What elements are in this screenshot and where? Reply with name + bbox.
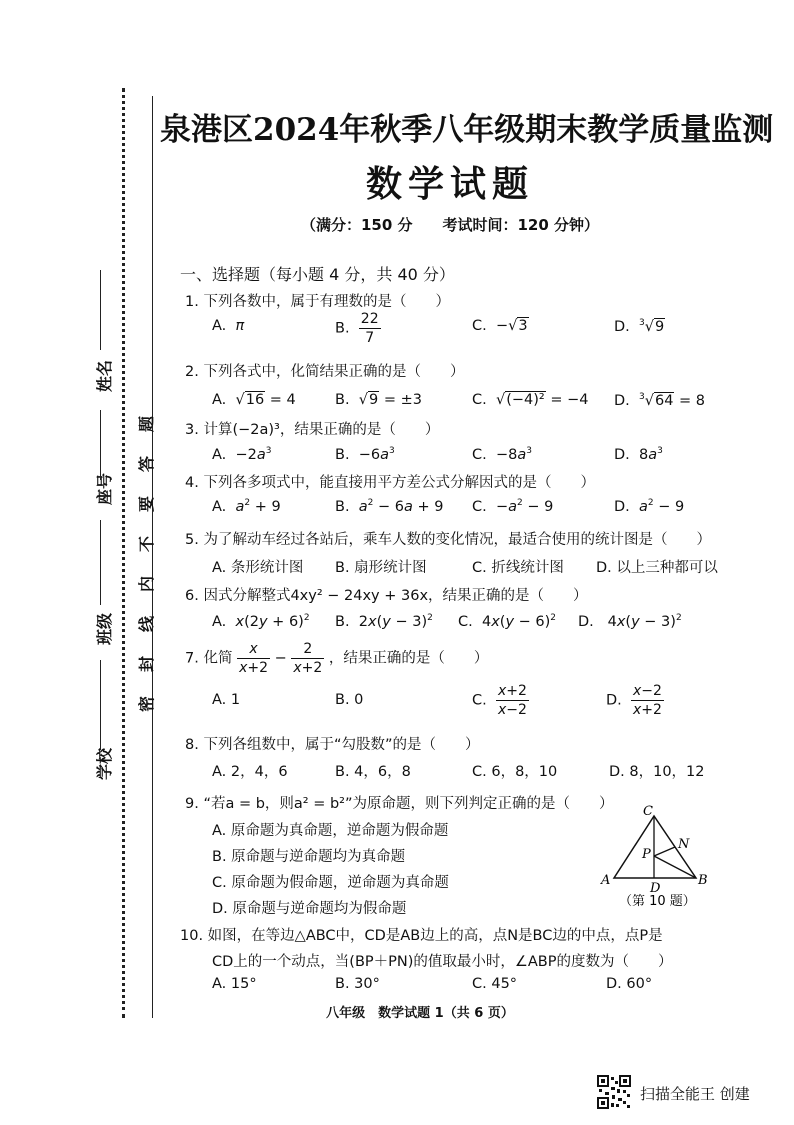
label-b: B [698,873,708,888]
q6-option-b[interactable]: B. $2x(y - 3)^2$ [335,613,433,630]
label-a: A [601,873,611,888]
q2-option-c[interactable]: C. √(−4)² = −4 [472,392,589,408]
q3-option-b[interactable]: B. $-6a^3$ [335,446,395,463]
q6-option-d[interactable]: D. $4x(y - 3)^2$ [578,613,682,630]
section-title: 一、选择题（每小题 4 分，共 40 分） [180,265,455,284]
name-blank[interactable] [100,270,101,350]
label-c: C [643,804,653,819]
q5-stem: 5. 为了解动车经过各站后，乘车人数的变化情况，最适合使用的统计图是（ ） [185,532,711,548]
q6-stem: 6. 因式分解整式4xy² − 24xy + 36x，结果正确的是（ ） [185,588,588,604]
q1-option-d[interactable]: D. $^3$√9 [614,318,665,335]
q10-option-a[interactable]: A. 15° [212,976,257,992]
q9-option-b[interactable]: B. 原命题与逆命题均为真命题 [212,849,406,865]
q4-stem: 4. 下列各多项式中，能直接用平方差公式分解因式的是（ ） [185,475,595,491]
q2-option-b[interactable]: B. √9 = ±3 [335,392,422,408]
q9-option-c[interactable]: C. 原命题为假命题，逆命题为真命题 [212,875,449,891]
q7-stem-prefix: 7. 化简 [185,650,233,667]
q9-option-a[interactable]: A. 原命题为真命题，逆命题为假命题 [212,823,449,839]
label-d: D [650,881,661,896]
q10-line2: CD上的一个动点，当(BP＋PN)的值取最小时，∠ABP的度数为（ ） [212,954,673,970]
segment-pn [654,847,675,856]
q3-option-a[interactable]: A. $-2a^3$ [212,446,272,463]
q4-option-b[interactable]: B. $a^2 - 6a + 9$ [335,498,444,515]
label-n: N [678,837,690,852]
seal-notice: 密 封 线 内 不 要 答 题 [137,411,156,712]
q9-option-d[interactable]: D. 原命题与逆命题均为假命题 [212,901,407,917]
class-blank[interactable] [100,520,101,605]
triangle-figure [595,800,715,910]
q4-option-d[interactable]: D. $a^2 - 9$ [614,498,685,515]
q8-option-d[interactable]: D. 8，10，12 [609,764,705,780]
q8-stem: 8. 下列各组数中，属于“勾股数”的是（ ） [185,737,480,753]
school-blank[interactable] [100,660,101,750]
q1-option-c[interactable]: C. −√3 [472,318,528,334]
q6-option-a[interactable]: A. $x(2y + 6)^2$ [212,613,310,630]
exam-subtitle: 数学试题 [365,164,534,205]
q7-stem: 7. 化简 $\frac{x}{x+2}$ − $\frac{2}{x+2}$ ，结果正确的是（ ） [185,641,489,676]
q5-option-b[interactable]: B. 扇形统计图 [335,560,427,576]
q7-option-b[interactable]: B. 0 [335,692,364,708]
q9-stem: 9. “若a = b，则a² = b²”为原命题，则下列判定正确的是（ ） [185,796,614,812]
q1-option-a[interactable]: A. π [212,318,245,334]
q10-option-d[interactable]: D. 60° [606,976,653,992]
binding-dotted-line [122,88,125,1018]
q3-option-c[interactable]: C. $-8a^3$ [472,446,532,463]
scanner-brand: 扫描全能王 创建 [640,1085,750,1103]
q7-stem-suffix: ，结果正确的是（ ） [328,650,489,667]
q7-option-d[interactable]: D. $\frac{x-2}{x+2}$ [606,683,662,718]
page-footer: 八年级 数学试题 1（共 6 页） [326,1006,514,1021]
q3-stem: 3. 计算(−2a)³，结果正确的是（ ） [185,422,440,438]
q7-option-a[interactable]: A. 1 [212,692,241,708]
q1-option-b[interactable]: B. $\frac{22}{7}$ [335,311,379,346]
name-label: 姓名 [95,359,114,392]
school-label: 学校 [95,747,114,780]
q5-option-d[interactable]: D. 以上三种都可以 [596,560,718,576]
q8-option-b[interactable]: B. 4，6，8 [335,764,411,780]
q1-stem: 1. 下列各数中，属于有理数的是（ ） [185,294,450,310]
segment-bp [654,856,696,878]
qr-code-icon [597,1075,631,1109]
q10-line1: 10. 如图，在等边△ABC中，CD是AB边上的高，点N是BC边的中点，点P是 [180,928,663,944]
exam-title: 泉港区2024年秋季八年级期末教学质量监测 [160,112,774,148]
q2-stem: 2. 下列各式中，化简结果正确的是（ ） [185,364,465,380]
class-label: 班级 [95,612,114,645]
exam-info: （满分：150 分 考试时间：120 分钟） [300,216,600,234]
q8-option-a[interactable]: A. 2，4，6 [212,764,288,780]
q8-option-c[interactable]: C. 6，8，10 [472,764,558,780]
q10-option-c[interactable]: C. 45° [472,976,518,992]
q2-option-a[interactable]: A. √16 = 4 [212,392,296,408]
figure-caption: （第 10 题） [619,894,696,909]
q6-option-c[interactable]: C. $4x(y - 6)^2$ [458,613,557,630]
label-p: P [642,847,651,862]
q5-option-a[interactable]: A. 条形统计图 [212,560,304,576]
seat-label: 座号 [95,472,114,505]
q10-option-b[interactable]: B. 30° [335,976,380,992]
q3-option-d[interactable]: D. $8a^3$ [614,446,663,463]
seat-blank[interactable] [100,410,101,480]
q4-option-a[interactable]: A. $a^2 + 9$ [212,498,281,515]
q7-option-c[interactable]: C. $\frac{x+2}{x-2}$ [472,683,527,718]
q2-option-d[interactable]: D. $^3$√64 = 8 [614,392,706,409]
q5-option-c[interactable]: C. 折线统计图 [472,560,564,576]
q4-option-c[interactable]: C. $-a^2 - 9$ [472,498,554,515]
